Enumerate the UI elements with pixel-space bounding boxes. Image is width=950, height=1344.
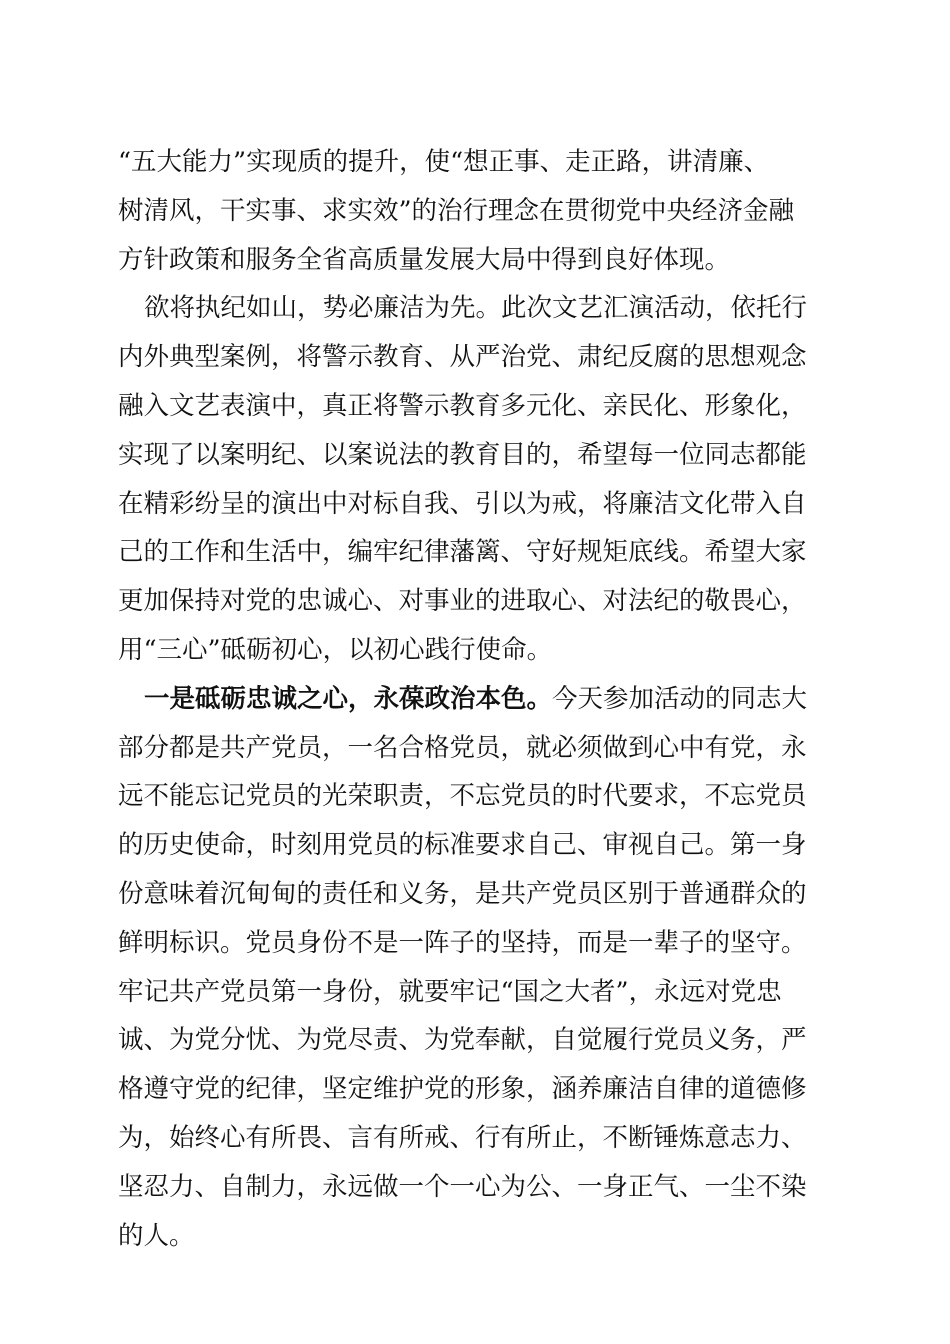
paragraph-1 <box>118 138 832 284</box>
text-line: 融入文艺表演中，真正将警示教育多元化、亲民化、形象化， <box>118 390 807 421</box>
text-line: 的历史使命，时刻用党员的标准要求自己、审视自己。第一身 <box>118 830 807 861</box>
text-line: 内外典型案例，将警示教育、从严治党、肃纪反腐的思想观念 <box>118 342 807 373</box>
text-line: 树清风，干实事、求实效”的治行理念在贯彻党中央经济金融 <box>118 195 795 226</box>
text-line: “五大能力”实现质的提升，使“想正事、走正路，讲清廉、 <box>118 147 770 177</box>
text-line: 牢记共产党员第一身份，就要牢记“国之大者”，永远对党忠 <box>118 976 782 1007</box>
text-line: 实现了以案明纪、以案说法的教育目的，希望每一位同志都能 <box>118 439 807 470</box>
text-line: 鲜明标识。党员身份不是一阵子的坚持，而是一辈子的坚守。 <box>118 927 807 958</box>
document-body <box>118 138 832 1260</box>
paragraph-2 <box>118 284 832 674</box>
text-line: 格遵守党的纪律，坚定维护党的形象，涵养廉洁自律的道德修 <box>118 1074 807 1105</box>
text-line: 远不能忘记党员的光荣职责，不忘党员的时代要求，不忘党员 <box>118 781 807 812</box>
text-line: 在精彩纷呈的演出中对标自我、引以为戒，将廉洁文化带入自 <box>118 488 807 519</box>
text-line: 为，始终心有所畏、言有所戒、行有所止，不断锤炼意志力、 <box>118 1122 807 1153</box>
paragraph-3 <box>118 675 832 1261</box>
text-line: 更加保持对党的忠诚心、对事业的进取心、对法纪的敬畏心， <box>118 586 807 617</box>
text-line: 的人。 <box>118 1220 195 1251</box>
text-line: 欲将执纪如山，势必廉洁为先。此次文艺汇演活动，依托行 <box>144 293 808 324</box>
text-line <box>118 675 832 724</box>
text-run: 今天参加活动的同志大 <box>552 683 808 714</box>
text-line: 坚忍力、自制力，永远做一个一心为公、一身正气、一尘不染 <box>118 1171 807 1202</box>
text-line: 部分都是共产党员，一名合格党员，就必须做到心中有党，永 <box>118 732 807 763</box>
text-line: 诚、为党分忧、为党尽责、为党奉献，自觉履行党员义务，严 <box>118 1025 807 1056</box>
text-line: 己的工作和生活中，编牢纪律藩篱、守好规矩底线。希望大家 <box>118 537 807 568</box>
paragraph-heading: 一是砥砺忠诚之心，永葆政治本色。 <box>144 683 553 714</box>
text-line: 用“三心”砥砺初心，以初心践行使命。 <box>118 634 553 665</box>
text-line: 份意味着沉甸甸的责任和义务，是共产党员区别于普通群众的 <box>118 878 807 909</box>
text-line: 方针政策和服务全省高质量发展大局中得到良好体现。 <box>118 244 731 275</box>
